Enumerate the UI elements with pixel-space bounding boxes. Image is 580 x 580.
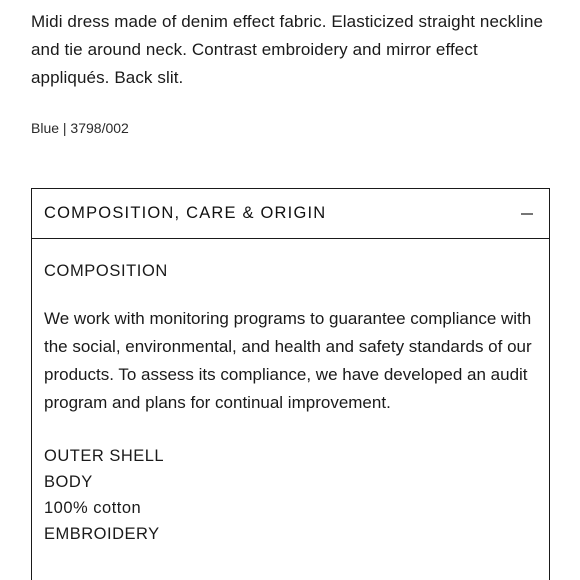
- detail-embroidery: EMBROIDERY: [44, 525, 160, 543]
- product-description: Midi dress made of denim effect fabric. Elasticized straight neckline and tie around neck. Contrast embroidery and mirror effect appliqués. Back slit.: [31, 12, 544, 87]
- detail-cotton: 100% cotton: [44, 499, 142, 517]
- panel-title: COMPOSITION, CARE & ORIGIN: [44, 204, 327, 222]
- detail-body: BODY: [44, 473, 93, 491]
- compliance-paragraph: We work with monitoring programs to guarantee compliance with the social, environmental, and health and safety standards of our products. To assess its compliance, we have developed an audit program and plans for continual improvement.: [44, 309, 532, 412]
- composition-panel-body: [32, 239, 549, 547]
- composition-panel-header[interactable]: [32, 189, 549, 239]
- color-reference: Blue | 3798/002: [31, 120, 129, 136]
- detail-outer-shell: OUTER SHELL: [44, 447, 165, 465]
- composition-heading: COMPOSITION: [44, 262, 168, 280]
- minus-icon[interactable]: [521, 208, 533, 220]
- composition-care-origin-panel: [31, 188, 550, 580]
